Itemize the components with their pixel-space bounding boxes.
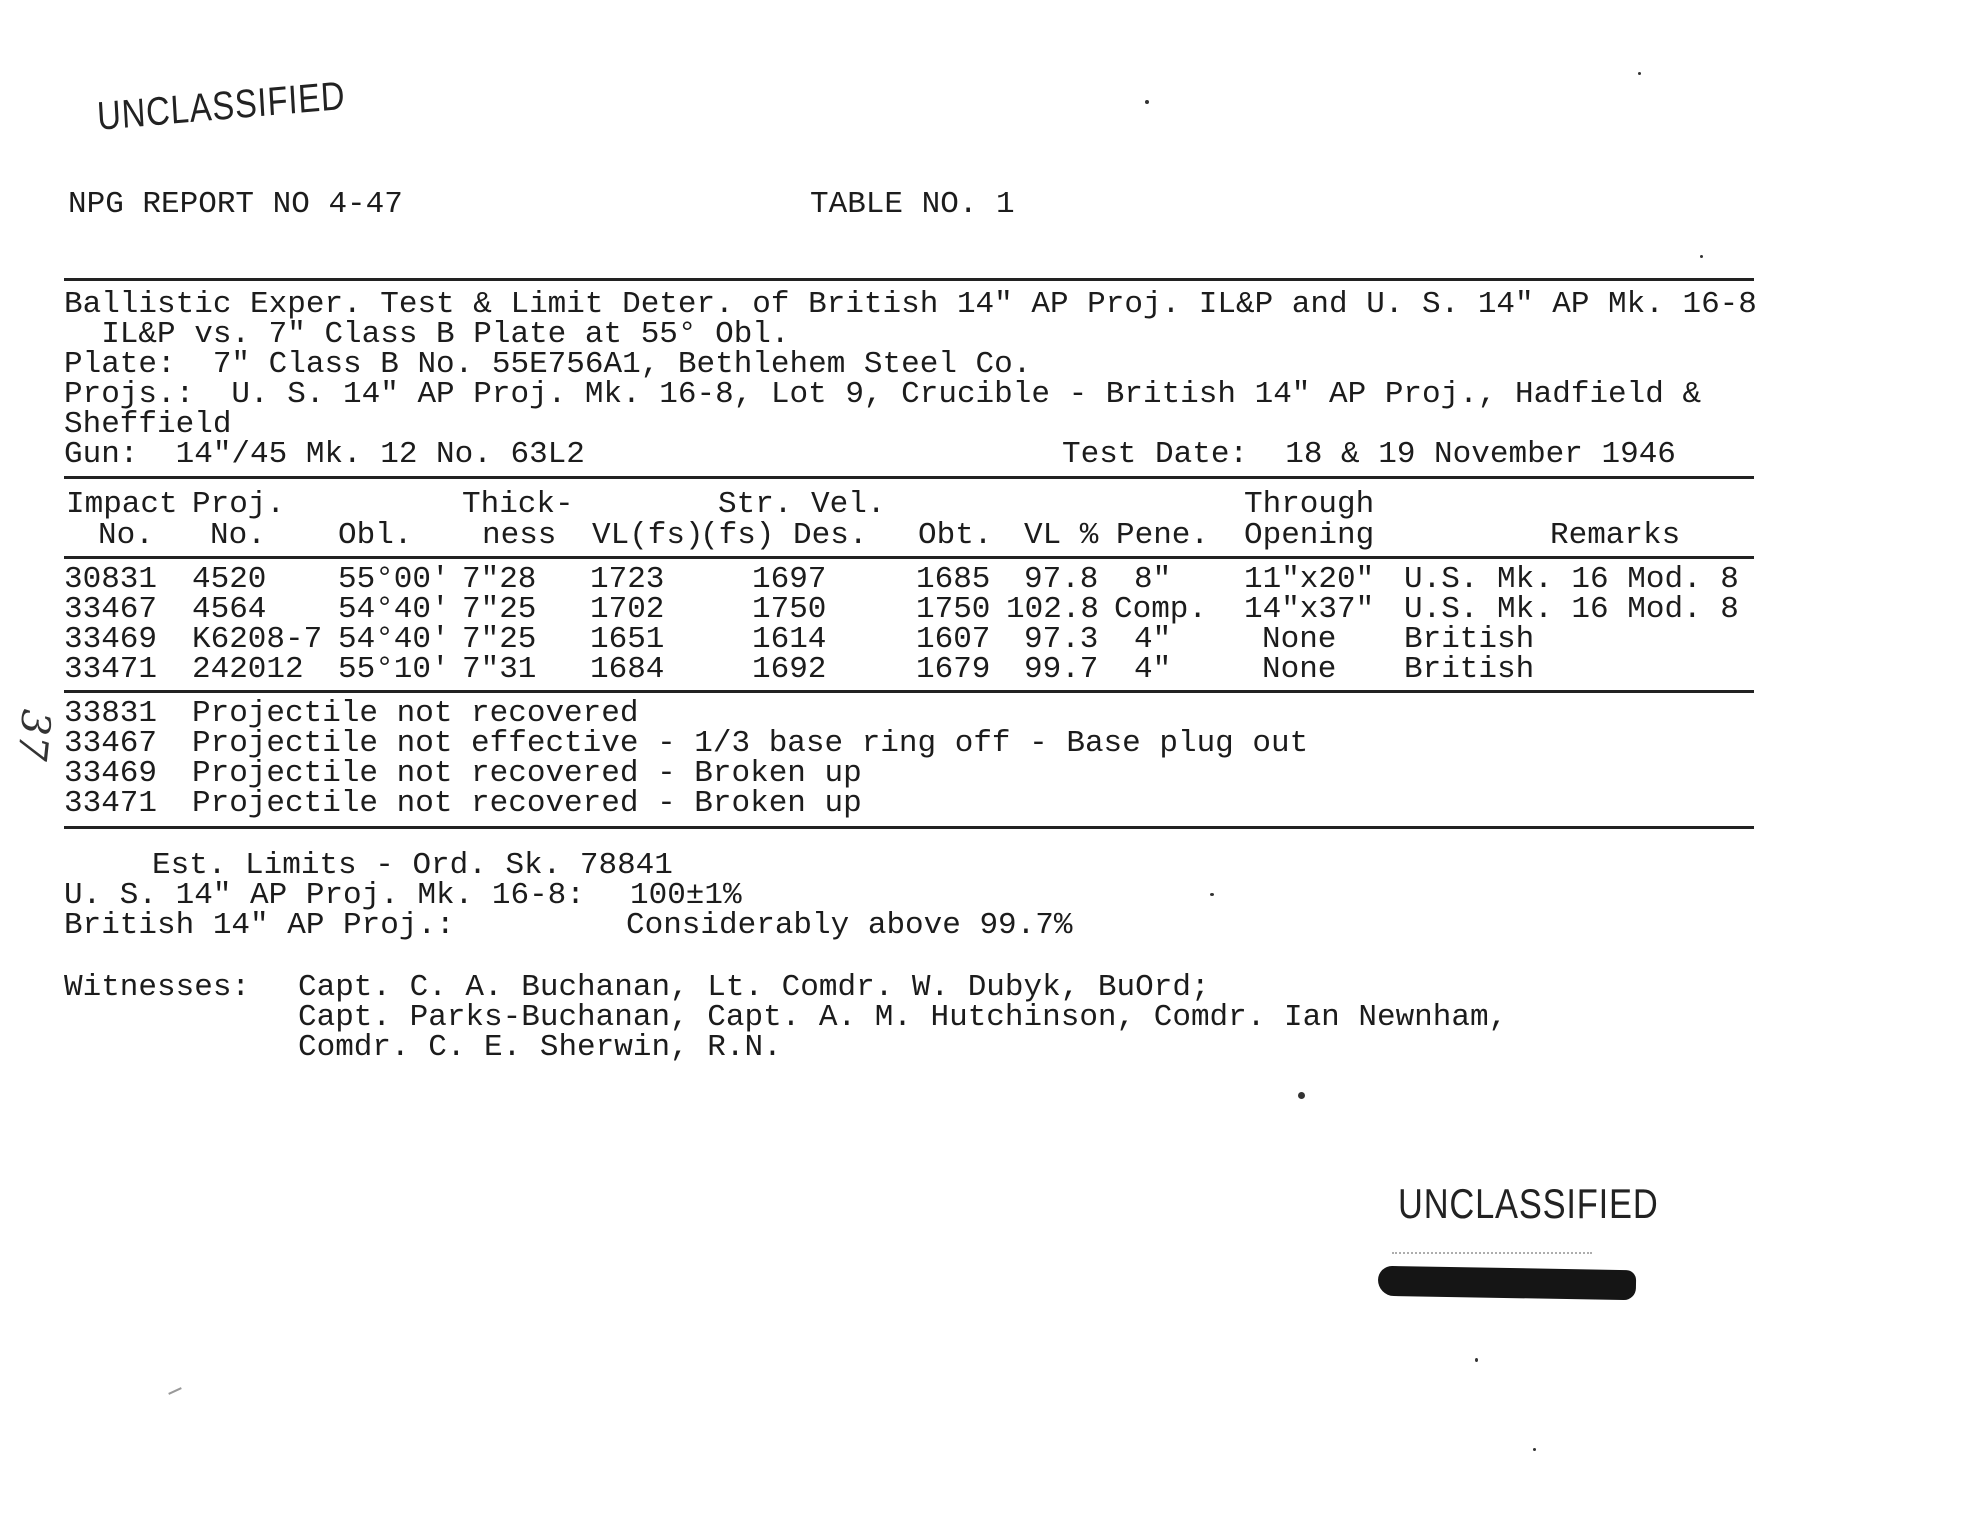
cell-thick: 7"25 <box>462 622 537 657</box>
cell-opening: 14"x37" <box>1244 592 1375 627</box>
scan-speck <box>1298 1092 1305 1099</box>
cell-impact: 30831 <box>64 562 158 597</box>
cell-thick: 7"28 <box>462 562 537 597</box>
cell-pene: 4" <box>1134 622 1172 657</box>
cell-impact: 33467 <box>64 592 158 627</box>
witnesses-label: Witnesses: <box>64 970 251 1005</box>
cell-opening: None <box>1262 652 1337 687</box>
scan-speck <box>1145 100 1149 104</box>
cell-obl: 54°40' <box>338 622 450 657</box>
cell-pene: 4" <box>1134 652 1172 687</box>
header-through: Through <box>1244 487 1375 522</box>
cell-remarks: British <box>1404 622 1535 657</box>
plate-line: Plate: 7" Class B No. 55E756A1, Bethlehem Steel Co. <box>64 347 1032 382</box>
header-through-2: Opening <box>1244 518 1375 553</box>
intro-block <box>64 287 1757 442</box>
gun-line: Gun: 14"/45 Mk. 12 No. 63L2 <box>64 437 585 472</box>
cell-vl-pct: 102.8 <box>1006 592 1100 627</box>
note-text: Projectile not effective - 1/3 base ring off - Base plug out <box>192 726 1309 761</box>
note-text: Projectile not recovered - Broken up <box>192 786 862 821</box>
cell-obt: 1750 <box>916 592 991 627</box>
scan-speck <box>1638 72 1641 75</box>
cell-obl: 54°40' <box>338 592 450 627</box>
cell-opening: None <box>1262 622 1337 657</box>
header-vl-pct: VL % <box>1024 518 1099 553</box>
header-obl: Obl. <box>338 518 413 553</box>
limits-british-label: British 14" AP Proj.: <box>64 908 455 943</box>
cell-vl-pct: 97.3 <box>1024 622 1099 657</box>
scan-speck <box>1533 1448 1536 1451</box>
cell-remarks: British <box>1404 652 1535 687</box>
top-rule <box>64 278 1754 281</box>
witnesses-line: Capt. Parks-Buchanan, Capt. A. M. Hutchinson, Comdr. Ian Newnham, <box>298 1000 1508 1035</box>
note-text: Projectile not recovered <box>192 696 639 731</box>
projs-line-cont: Sheffield <box>64 407 232 442</box>
header-proj: Proj. <box>192 487 286 522</box>
cell-vl-pct: 97.8 <box>1024 562 1099 597</box>
cell-obt: 1607 <box>916 622 991 657</box>
cell-des: 1692 <box>752 652 827 687</box>
table-top-rule <box>64 476 1754 479</box>
limits-us-label: U. S. 14" AP Proj. Mk. 16-8: <box>64 878 585 913</box>
redaction-smudge <box>1392 1252 1592 1268</box>
intro-line-1: Ballistic Exper. Test & Limit Deter. of British 14" AP Proj. IL&P and U. S. 14" AP Mk. 16-8 <box>64 287 1757 322</box>
cell-remarks: U.S. Mk. 16 Mod. 8 <box>1404 592 1739 627</box>
header-impact: Impact <box>66 487 178 522</box>
scan-speck <box>168 1387 182 1395</box>
cell-vl: 1723 <box>590 562 665 597</box>
header-obt: Obt. <box>918 518 993 553</box>
cell-pene: 8" <box>1134 562 1172 597</box>
note-number: 33831 <box>64 696 158 731</box>
note-number: 33467 <box>64 726 158 761</box>
cell-des: 1750 <box>752 592 827 627</box>
notes-rule <box>64 826 1754 829</box>
rows-rule <box>64 690 1754 693</box>
cell-obt: 1685 <box>916 562 991 597</box>
cell-des: 1697 <box>752 562 827 597</box>
header-pene: Pene. <box>1116 518 1210 553</box>
witnesses-line: Capt. C. A. Buchanan, Lt. Comdr. W. Dubyk, BuOrd; <box>298 970 1210 1005</box>
cell-vl: 1684 <box>590 652 665 687</box>
header-vl: VL(fs) <box>592 518 704 553</box>
limits-title: Est. Limits - Ord. Sk. 78841 <box>152 848 673 883</box>
projs-line: Projs.: U. S. 14" AP Proj. Mk. 16-8, Lot 9, Crucible - British 14" AP Proj., Hadfield & <box>64 377 1702 412</box>
header-remarks: Remarks <box>1550 518 1681 553</box>
note-number: 33471 <box>64 786 158 821</box>
cell-proj: 4520 <box>192 562 267 597</box>
cell-vl-pct: 99.7 <box>1024 652 1099 687</box>
redaction-mark <box>1378 1266 1636 1300</box>
cell-proj: K6208-7 <box>192 622 323 657</box>
header-thick: Thick- <box>462 487 574 522</box>
header-impact-2: No. <box>98 518 154 553</box>
cell-thick: 7"25 <box>462 592 537 627</box>
cell-vl: 1651 <box>590 622 665 657</box>
limits-british-value: Considerably above 99.7% <box>626 908 1073 943</box>
report-number: NPG REPORT NO 4-47 <box>68 187 403 222</box>
cell-pene: Comp. <box>1114 592 1208 627</box>
cell-thick: 7"31 <box>462 652 537 687</box>
cell-obl: 55°10' <box>338 652 450 687</box>
header-strvel: Str. Vel. <box>718 487 886 522</box>
cell-remarks: U.S. Mk. 16 Mod. 8 <box>1404 562 1739 597</box>
cell-proj: 4564 <box>192 592 267 627</box>
witnesses-line: Comdr. C. E. Sherwin, R.N. <box>298 1030 782 1065</box>
header-rule <box>64 556 1754 559</box>
cell-proj: 242012 <box>192 652 304 687</box>
cell-impact: 33469 <box>64 622 158 657</box>
limits-us-value: 100±1% <box>630 878 742 913</box>
scan-speck <box>1475 1358 1478 1362</box>
cell-des: 1614 <box>752 622 827 657</box>
header-thick-2: ness <box>482 518 557 553</box>
cell-obt: 1679 <box>916 652 991 687</box>
note-number: 33469 <box>64 756 158 791</box>
scan-speck <box>1210 893 1214 896</box>
header-proj-2: No. <box>210 518 266 553</box>
cell-impact: 33471 <box>64 652 158 687</box>
unclassified-stamp-top: UNCLASSIFIED <box>96 73 347 139</box>
note-text: Projectile not recovered - Broken up <box>192 756 862 791</box>
header-strvel-2: (fs) Des. <box>700 518 868 553</box>
cell-opening: 11"x20" <box>1244 562 1375 597</box>
cell-obl: 55°00' <box>338 562 450 597</box>
cell-vl: 1702 <box>590 592 665 627</box>
scan-speck <box>1700 255 1703 258</box>
intro-line-2: IL&P vs. 7" Class B Plate at 55° Obl. <box>64 317 790 352</box>
margin-handwritten-note: 37 <box>7 707 59 763</box>
test-date: Test Date: 18 & 19 November 1946 <box>1062 437 1676 472</box>
unclassified-stamp-bottom: UNCLASSIFIED <box>1398 1180 1659 1227</box>
table-number: TABLE NO. 1 <box>810 187 1015 222</box>
